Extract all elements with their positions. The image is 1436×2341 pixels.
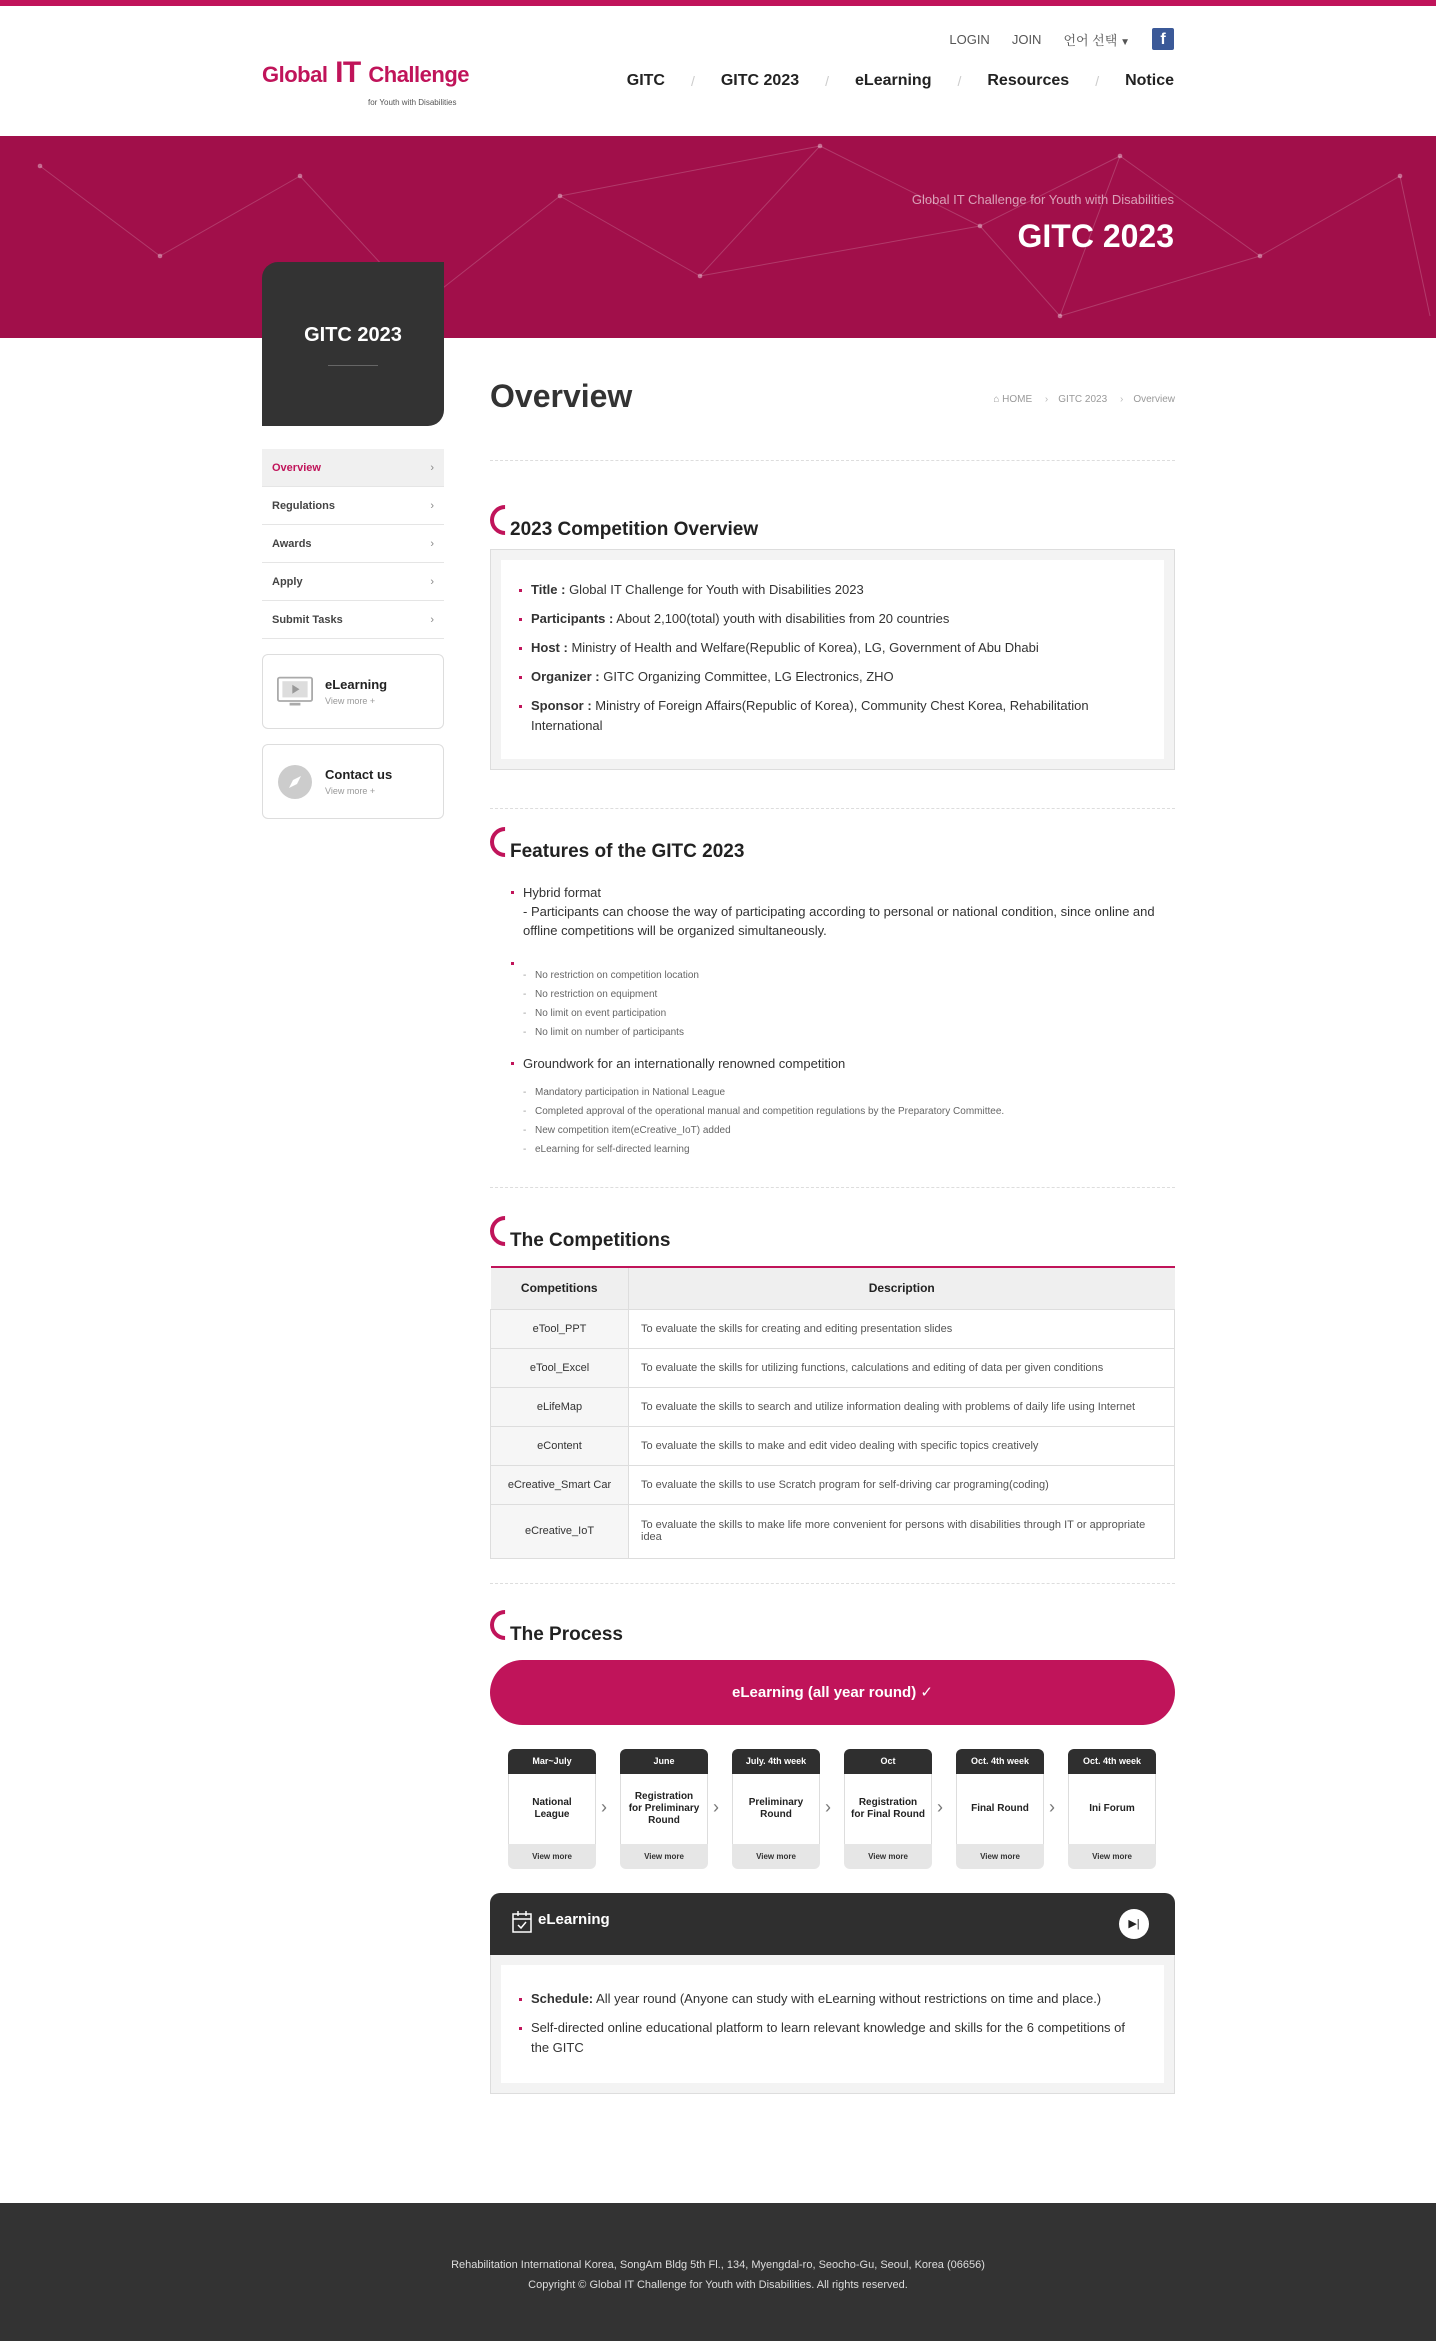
item-label: Sponsor :: [531, 698, 592, 713]
nav-separator: /: [957, 73, 962, 89]
main-content: [490, 362, 1175, 2094]
table-header-row: [491, 1267, 1175, 1309]
play-next-icon[interactable]: ▶|: [1119, 1909, 1149, 1939]
overview-box: [490, 549, 1175, 770]
nav-separator: /: [825, 73, 830, 89]
chevron-right-icon: ›: [430, 613, 434, 626]
step-name: Preliminary Round: [732, 1774, 820, 1844]
process-step-ini-forum[interactable]: [1068, 1749, 1156, 1869]
main-nav: [601, 72, 1174, 90]
feature-item: [523, 883, 1175, 940]
item-label: Participants :: [531, 611, 614, 626]
overview-item: [531, 667, 1140, 687]
table-row: [491, 1504, 1175, 1558]
quick-link-title: Contact us: [325, 767, 393, 782]
item-label: Title :: [531, 582, 566, 597]
utility-menu: [949, 28, 1174, 50]
elearning-list: [531, 1989, 1140, 2058]
process-step-final-round[interactable]: [956, 1749, 1044, 1869]
quick-link-title: eLearning: [325, 677, 388, 692]
overview-box-inner: [501, 560, 1164, 759]
process-step-registration-final[interactable]: [844, 1749, 932, 1869]
elearning-year-round-banner[interactable]: eLearning (all year round) ✓: [490, 1660, 1175, 1725]
competition-name: eTool_PPT: [491, 1309, 629, 1348]
side-item-awards[interactable]: [262, 525, 444, 563]
breadcrumb-home[interactable]: HOME: [1002, 394, 1033, 405]
competition-name: eContent: [491, 1426, 629, 1465]
step-name: Final Round: [956, 1774, 1044, 1844]
item-label: Organizer :: [531, 669, 600, 684]
section-heading-process: [490, 1610, 1175, 1646]
item-text: Ministry of Health and Welfare(Republic of Korea), LG, Government of Abu Dhabi: [571, 640, 1039, 655]
step-view-more[interactable]: View more: [956, 1844, 1044, 1869]
breadcrumb-current: Overview: [1133, 394, 1175, 405]
section-title: 2023 Competition Overview: [510, 519, 759, 540]
logo-word-it: IT: [335, 56, 361, 89]
page-title: Overview: [490, 378, 633, 414]
competition-name: eCreative_IoT: [491, 1504, 629, 1558]
section-heading-competitions: [490, 1216, 1175, 1252]
language-select[interactable]: 언어 선택 ▼: [1063, 30, 1130, 49]
table-row: [491, 1309, 1175, 1348]
item-text: All year round (Anyone can study with eLearning without restrictions on time and place.): [596, 1990, 1102, 2006]
banner-title: GITC 2023: [1017, 218, 1174, 254]
step-date: Oct. 4th week: [1068, 1749, 1156, 1774]
step-name: Registration for Final Round: [844, 1774, 932, 1844]
quick-link-elearning[interactable]: [262, 654, 444, 729]
item-text: Self-directed online educational platform to learn relevant knowledge and skills for the 6 competitions of the GITC: [531, 2019, 1126, 2055]
nav-resources[interactable]: Resources: [987, 72, 1070, 89]
network-pattern: [0, 136, 1436, 338]
feature-sub-list: [523, 966, 1175, 1042]
site-logo[interactable]: [262, 56, 470, 116]
feature-sub-item: - No restriction on competition location: [523, 966, 1175, 985]
feature-sub-item: - Mandatory participation in National League: [523, 1083, 1175, 1102]
item-label: Host :: [531, 640, 568, 655]
nav-gitc[interactable]: GITC: [626, 72, 665, 89]
elearning-panel-inner: [501, 1965, 1164, 2083]
elearning-panel-title: eLearning: [538, 1910, 610, 1928]
calendar-icon: [512, 1911, 532, 1933]
competitions-table: [490, 1266, 1175, 1559]
elearning-item: [531, 2018, 1140, 2058]
side-item-submit-tasks[interactable]: [262, 601, 444, 639]
side-item-overview[interactable]: [262, 449, 444, 487]
item-text: Global IT Challenge for Youth with Disabilities 2023: [569, 582, 864, 597]
table-row: [491, 1426, 1175, 1465]
overview-list: [531, 580, 1140, 736]
step-name: National League: [508, 1774, 596, 1844]
step-name: Registration for Preliminary Round: [620, 1774, 708, 1844]
divider: [490, 808, 1175, 809]
feature-description: - Participants can choose the way of participating according to personal or national condition, since online and offline competitions will be organized simultaneously.: [523, 904, 1155, 938]
section-heading-overview: [490, 505, 1175, 541]
competition-description: To evaluate the skills to search and utilize information dealing with problems of daily life using Internet: [629, 1387, 1175, 1426]
feature-item: [523, 954, 1175, 1042]
chevron-right-icon: ›: [430, 499, 434, 512]
feature-sub-item: - eLearning for self-directed learning: [523, 1140, 1175, 1159]
login-link[interactable]: LOGIN: [949, 31, 990, 47]
competition-name: eLifeMap: [491, 1387, 629, 1426]
divider: [490, 1187, 1175, 1188]
step-date: Mar~July: [508, 1749, 596, 1774]
compass-icon: [277, 764, 313, 800]
side-item-label: Submit Tasks: [272, 613, 343, 626]
breadcrumb-separator: ›: [1044, 394, 1049, 405]
step-date: June: [620, 1749, 708, 1774]
section-title: Features of the GITC 2023: [510, 841, 745, 862]
item-label: Schedule:: [531, 1990, 594, 2006]
overview-item: [531, 638, 1140, 658]
competition-description: To evaluate the skills to make life more convenient for persons with disabilities through IT or appropriate idea: [629, 1504, 1175, 1558]
chevron-right-icon: ›: [825, 1796, 831, 1817]
competition-name: eCreative_Smart Car: [491, 1465, 629, 1504]
section-title: The Competitions: [510, 1230, 671, 1251]
logo-word-global: Global: [262, 62, 328, 87]
feature-sub-item: - No limit on number of participants: [523, 1023, 1175, 1042]
step-date: Oct: [844, 1749, 932, 1774]
overview-item: [531, 696, 1140, 736]
feature-title: [523, 954, 1175, 962]
footer-address: Rehabilitation International Korea, SongAm Bldg 5th Fl., 134, Myengdal-ro, Seocho-Gu, Seoul, Korea (06656): [451, 2259, 985, 2271]
step-view-more[interactable]: View more: [1068, 1844, 1156, 1869]
elearning-item: [531, 1989, 1140, 2009]
step-date: July. 4th week: [732, 1749, 820, 1774]
item-text: About 2,100(total) youth with disabilities from 20 countries: [616, 611, 950, 626]
nav-elearning[interactable]: eLearning: [855, 72, 932, 89]
divider: [490, 460, 1175, 461]
side-item-regulations[interactable]: [262, 487, 444, 525]
chevron-right-icon: ›: [937, 1796, 943, 1817]
elearning-panel-body: [490, 1955, 1175, 2094]
step-date: Oct. 4th week: [956, 1749, 1044, 1774]
feature-sub-item: - Completed approval of the operational manual and competition regulations by the Preparatory Committee.: [523, 1102, 1175, 1121]
breadcrumb: [993, 394, 1175, 405]
nav-separator: /: [1095, 73, 1100, 89]
step-view-more[interactable]: View more: [620, 1844, 708, 1869]
side-item-label: Apply: [272, 575, 303, 588]
page-banner: [0, 136, 1436, 338]
process-steps: [490, 1749, 1175, 1869]
nav-notice[interactable]: Notice: [1125, 72, 1174, 89]
step-name: Ini Forum: [1068, 1774, 1156, 1844]
item-text: GITC Organizing Committee, LG Electronics, ZHO: [603, 669, 894, 684]
side-title-box: [262, 262, 444, 426]
feature-sub-item: - No limit on event participation: [523, 1004, 1175, 1023]
side-item-label: Awards: [272, 537, 312, 550]
competition-description: To evaluate the skills for creating and editing presentation slides: [629, 1309, 1175, 1348]
table-row: [491, 1348, 1175, 1387]
footer-copyright: Copyright © Global IT Challenge for Youth with Disabilities. All rights reserved.: [528, 2279, 908, 2291]
elearning-panel-header: [490, 1893, 1175, 1955]
table-row: [491, 1387, 1175, 1426]
column-header-description: Description: [629, 1267, 1175, 1309]
nav-separator: /: [690, 73, 695, 89]
table-row: [491, 1465, 1175, 1504]
process-step-national-league[interactable]: [508, 1749, 596, 1869]
step-view-more[interactable]: View more: [732, 1844, 820, 1869]
nav-gitc-2023[interactable]: GITC 2023: [720, 72, 800, 89]
step-view-more[interactable]: View more: [508, 1844, 596, 1869]
join-link[interactable]: JOIN: [1011, 31, 1042, 47]
banner-subtitle: Global IT Challenge for Youth with Disabilities: [911, 192, 1174, 207]
page-title-row: [490, 378, 1175, 460]
section-heading-features: [490, 827, 1175, 863]
features-list: [490, 883, 1175, 1159]
home-icon: ⌂: [993, 394, 1003, 405]
side-item-apply[interactable]: [262, 563, 444, 601]
logo-text: [262, 56, 470, 90]
site-header: [0, 6, 1436, 136]
chevron-right-icon: ›: [430, 575, 434, 588]
side-title: GITC 2023: [304, 324, 402, 346]
side-item-label: Regulations: [272, 499, 335, 512]
competition-description: To evaluate the skills to make and edit video dealing with specific topics creatively: [629, 1426, 1175, 1465]
competition-description: To evaluate the skills to use Scratch program for self-driving car programing(coding): [629, 1465, 1175, 1504]
divider: [490, 1583, 1175, 1584]
feature-sub-item: - New competition item(eCreative_IoT) added: [523, 1121, 1175, 1140]
logo-word-challenge: Challenge: [368, 62, 470, 87]
feature-title: Groundwork for an internationally renowned competition: [523, 1056, 846, 1071]
breadcrumb-gitc-2023[interactable]: GITC 2023: [1058, 394, 1108, 405]
chevron-right-icon: ›: [430, 537, 434, 550]
step-view-more[interactable]: View more: [844, 1844, 932, 1869]
breadcrumb-separator: ›: [1119, 394, 1124, 405]
side-menu: [262, 449, 444, 639]
overview-item: [531, 580, 1140, 600]
monitor-play-icon: [277, 674, 313, 710]
competition-name: eTool_Excel: [491, 1348, 629, 1387]
feature-title: Hybrid format: [523, 885, 602, 900]
chevron-right-icon: ›: [601, 1796, 607, 1817]
item-text: Ministry of Foreign Affairs(Republic of Korea), Community Chest Korea, Rehabilitation International: [531, 698, 1089, 733]
feature-sub-list: [523, 1083, 1175, 1159]
side-item-label: Overview: [272, 461, 321, 474]
chevron-right-icon: ›: [713, 1796, 719, 1817]
overview-item: [531, 609, 1140, 629]
feature-item: [523, 1054, 1175, 1159]
competition-description: To evaluate the skills for utilizing functions, calculations and editing of data per given conditions: [629, 1348, 1175, 1387]
side-title-divider: [328, 365, 378, 366]
quick-link-contact[interactable]: [262, 744, 444, 819]
section-title: The Process: [510, 1623, 623, 1645]
facebook-icon[interactable]: f: [1152, 28, 1174, 50]
process-step-registration-preliminary[interactable]: [620, 1749, 708, 1869]
quick-link-more: View more +: [325, 696, 376, 706]
chevron-right-icon: ›: [1049, 1796, 1055, 1817]
quick-link-more: View more +: [325, 786, 376, 796]
column-header-competitions: Competitions: [491, 1267, 629, 1309]
process-step-preliminary-round[interactable]: [732, 1749, 820, 1869]
logo-subtitle: for Youth with Disabilities: [368, 98, 457, 107]
site-footer: [0, 2203, 1436, 2341]
feature-sub-item: - No restriction on equipment: [523, 985, 1175, 1004]
chevron-right-icon: ›: [430, 461, 434, 474]
